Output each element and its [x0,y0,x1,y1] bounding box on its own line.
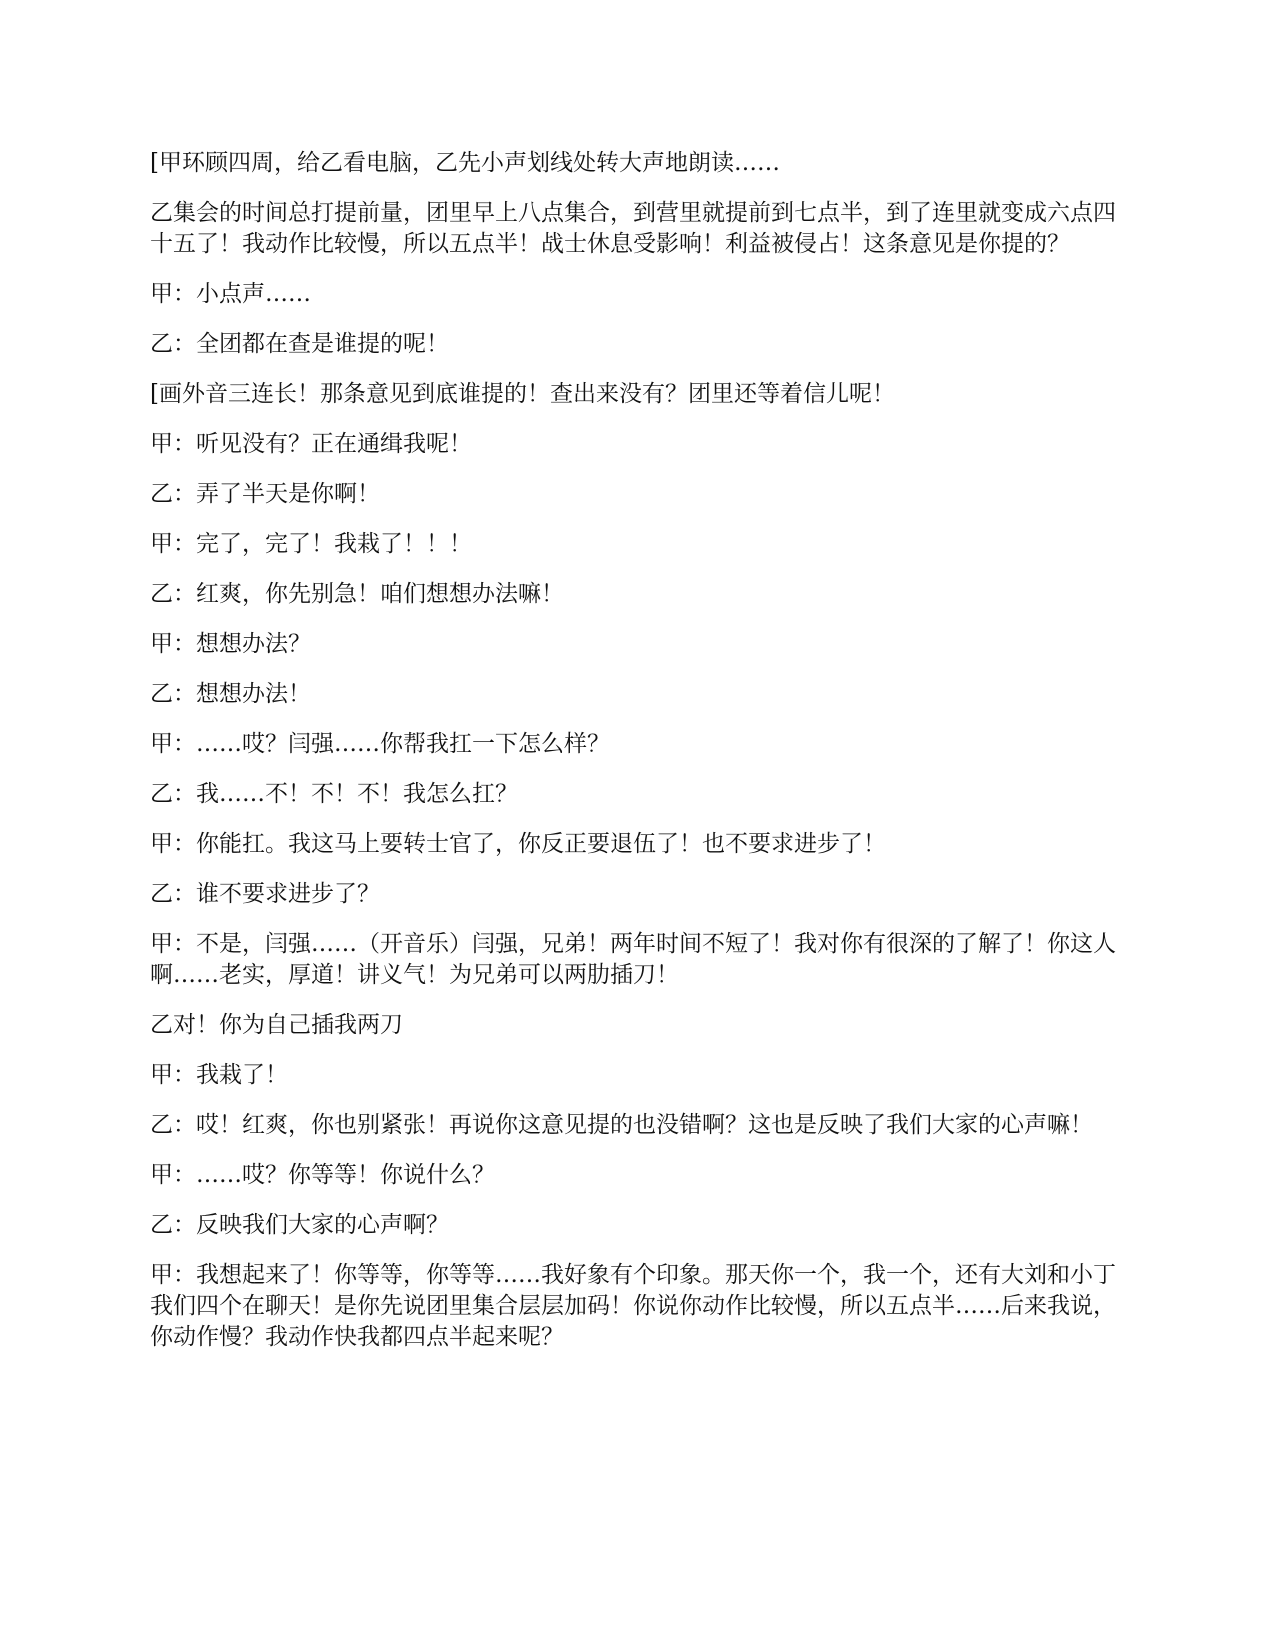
dialogue-line: 甲：小点声…… [150,281,311,307]
dialogue-line: 乙集会的时间总打提前量，团里早上八点集合，到营里就提前到七点半，到了连里就变成六点四十五了！我动作比较慢，所以五点半！战士休息受影响！利益被侵占！这条意见是你提的？ [150,200,1116,257]
dialogue-line: 乙：我……不！不！不！我怎么扛？ [150,781,518,807]
dialogue-line: 甲：你能扛。我这马上要转士官了，你反正要退伍了！也不要求进步了！ [150,831,886,857]
dialogue-line: 乙：弄了半天是你啊！ [150,481,380,507]
dialogue-line: 甲：想想办法？ [150,631,311,657]
dialogue-line: 甲：我栽了！ [150,1062,288,1088]
stage-direction: [甲环顾四周，给乙看电脑，乙先小声划线处转大声地朗读…… [150,150,780,176]
dialogue-line: 甲：完了，完了！我栽了！！！ [150,531,472,557]
dialogue-line: 乙：反映我们大家的心声啊？ [150,1212,449,1238]
dialogue-line: 乙对！你为自己插我两刀 [150,1012,403,1038]
dialogue-line: 甲：……哎？闫强……你帮我扛一下怎么样？ [150,731,610,757]
dialogue-line: 甲：听见没有？正在通缉我呢！ [150,431,472,457]
dialogue-line: 甲：我想起来了！你等等，你等等……我好象有个印象。那天你一个，我一个，还有大刘和小丁我们四个在聊天！是你先说团里集合层层加码！你说你动作比较慢，所以五点半……后来我说，你动作慢？我动作快我都四点半起来呢？ [150,1262,1116,1350]
dialogue-line: 乙：想想办法！ [150,681,311,707]
dialogue-line: 甲：……哎？你等等！你说什么？ [150,1162,495,1188]
dialogue-line: 乙：全团都在查是谁提的呢！ [150,331,449,357]
document-page [150,148,1130,1372]
dialogue-line: 甲：不是，闫强……（开音乐）闫强，兄弟！两年时间不短了！我对你有很深的了解了！你这人啊……老实，厚道！讲义气！为兄弟可以两肋插刀！ [150,931,1116,988]
dialogue-line: 乙：哎！红爽，你也别紧张！再说你这意见提的也没错啊？这也是反映了我们大家的心声嘛！ [150,1112,1093,1138]
stage-direction: [画外音三连长！那条意见到底谁提的！查出来没有？团里还等着信儿呢！ [150,381,895,407]
dialogue-line: 乙：红爽，你先别急！咱们想想办法嘛！ [150,581,564,607]
dialogue-line: 乙：谁不要求进步了？ [150,881,380,907]
